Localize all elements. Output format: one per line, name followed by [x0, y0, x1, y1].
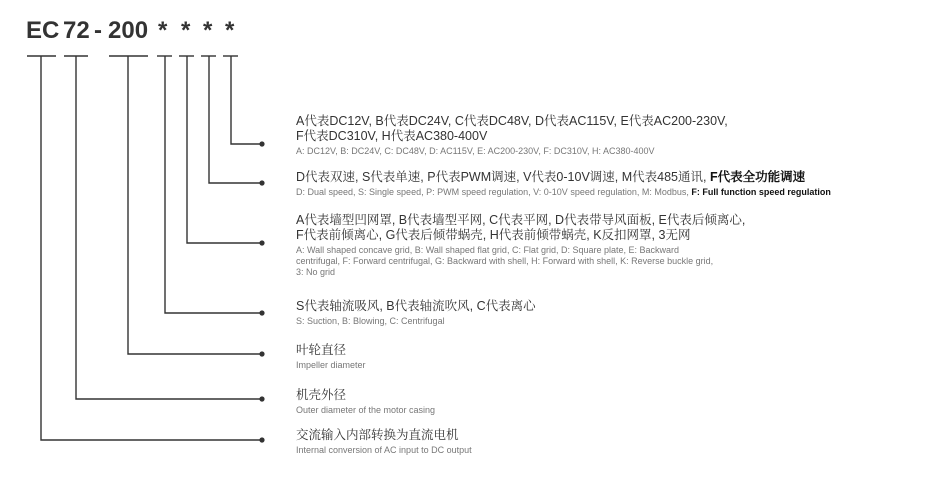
leader-dot: [259, 351, 264, 356]
entry-en-line: Outer diameter of the motor casing: [296, 405, 436, 415]
leader-star-3: [209, 56, 262, 183]
entry-cn-line: A代表墙型凹网罩, B代表墙型平网, C代表平网, D代表带导风面板, E代表后倾离心,: [296, 213, 746, 227]
leader-dot: [259, 180, 264, 185]
entry-airflow: [296, 299, 536, 327]
entry-en-line: centrifugal, F: Forward centrifugal, G: Backward with shell, H: Forward with shell, K: Reverse buckle grid,: [296, 256, 714, 266]
entry-en-line: A: DC12V, B: DC24V, C: DC48V, D: AC115V, E: AC200-230V, F: DC310V, H: AC380-400V: [296, 146, 655, 156]
leader-size: [76, 56, 262, 399]
entry-en-line: 3: No grid: [296, 267, 336, 277]
leader-star-4: [231, 56, 262, 144]
leader-dot: [259, 437, 264, 442]
leader-dot: [259, 396, 264, 401]
code-star-2: *: [181, 17, 191, 44]
code-dash: -: [94, 17, 102, 44]
leader-star-1: [165, 56, 262, 313]
leader-star-2: [187, 56, 262, 243]
entry-cn-line: 叶轮直径: [296, 343, 347, 357]
leader-dot: [259, 310, 264, 315]
entry-cn-line: 机壳外径: [296, 388, 347, 402]
entry-en-line: A: Wall shaped concave grid, B: Wall shaped flat grid, C: Flat grid, D: Square plate, E: Backward: [296, 245, 680, 255]
entry-cn-line: A代表DC12V, B代表DC24V, C代表DC48V, D代表AC115V, E代表AC200-230V,: [296, 114, 728, 128]
entry-en-line: Impeller diameter: [296, 360, 366, 370]
entry-cn-line: [296, 170, 831, 185]
entry-en-line: S: Suction, B: Blowing, C: Centrifugal: [296, 316, 445, 326]
code-star-1: *: [158, 17, 168, 44]
code-star-3: *: [203, 17, 213, 44]
leader-diameter: [128, 56, 262, 354]
code-star-4: *: [225, 17, 235, 44]
entry-cn-line: F代表DC310V, H代表AC380-400V: [296, 129, 488, 143]
entry-cn-line: S代表轴流吸风, B代表轴流吹风, C代表离心: [296, 299, 536, 313]
entry-en-highlight: F: Full function speed regulation: [691, 187, 831, 197]
entry-cn-line: 交流输入内部转换为直流电机: [296, 428, 459, 442]
code-size: 72: [63, 17, 90, 44]
entry-speed-regulation: [296, 170, 831, 198]
leader-dot: [259, 240, 264, 245]
entry-casing-diameter: [296, 388, 435, 416]
entry-cn-highlight: F代表全功能调速: [709, 170, 806, 184]
entry-voltage: [296, 114, 728, 157]
code-diameter: 200: [108, 17, 149, 44]
entry-cn-line: F代表前倾离心, G代表后倾带蜗壳, H代表前倾带蜗壳, K反扣网罩, 3无网: [296, 228, 691, 242]
entry-cn-text: D代表双速, S代表单速, P代表PWM调速, V代表0-10V调速, M代表485通讯,: [296, 170, 707, 184]
leader-series: [41, 56, 262, 440]
entry-impeller-diameter: [296, 343, 366, 371]
entry-en-line: Internal conversion of AC input to DC output: [296, 445, 472, 455]
code-series: EC: [26, 17, 60, 44]
leader-dot: [259, 141, 264, 146]
entry-grid-type: [296, 213, 745, 278]
entry-en-line: [296, 187, 831, 198]
entry-motor-type: [296, 428, 472, 456]
entry-en-text: D: Dual speed, S: Single speed, P: PWM speed regulation, V: 0-10V speed regulation, M: Modbus,: [296, 187, 689, 197]
